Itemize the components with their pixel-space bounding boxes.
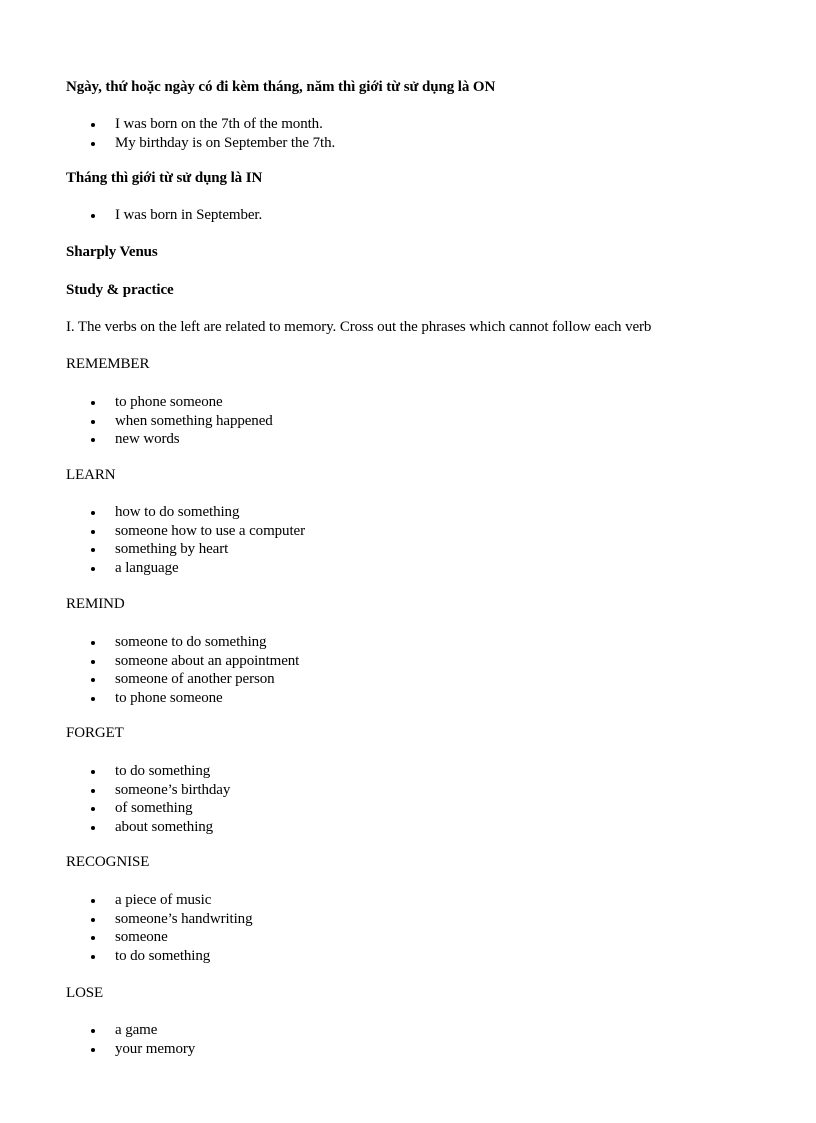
bullet-icon (91, 789, 95, 793)
list-item: someone about an appointment (88, 652, 299, 671)
on-examples-list (88, 115, 335, 152)
list-item: someone how to use a computer (88, 522, 305, 541)
list-item: someone of another person (88, 670, 299, 689)
bullet-icon (91, 770, 95, 774)
study-practice-heading: Study & practice (66, 282, 174, 298)
bullet-icon (91, 660, 95, 664)
in-examples-list (88, 206, 262, 225)
bullet-icon (91, 1048, 95, 1052)
list-item: new words (88, 430, 273, 449)
bullet-icon (91, 438, 95, 442)
bullet-icon (91, 214, 95, 218)
list-item: of something (88, 799, 230, 818)
list-item: to phone someone (88, 393, 273, 412)
bullet-icon (91, 918, 95, 922)
recognise-phrases (88, 891, 252, 965)
bullet-icon (91, 899, 95, 903)
list-item: your memory (88, 1040, 195, 1059)
list-item: a language (88, 559, 305, 578)
list-item: to do something (88, 947, 252, 966)
list-item: someone’s handwriting (88, 910, 252, 929)
learn-phrases (88, 503, 305, 577)
list-item: about something (88, 818, 230, 837)
bullet-icon (91, 678, 95, 682)
remind-phrases (88, 633, 299, 707)
verb-recognise: RECOGNISE (66, 854, 150, 870)
bullet-icon (91, 936, 95, 940)
bullet-icon (91, 641, 95, 645)
bullet-icon (91, 955, 95, 959)
verb-remind: REMIND (66, 596, 125, 612)
list-item: My birthday is on September the 7th. (88, 134, 335, 153)
list-item: when something happened (88, 412, 273, 431)
verb-learn: LEARN (66, 467, 116, 483)
list-item: to do something (88, 762, 230, 781)
verb-remember: REMEMBER (66, 356, 150, 372)
verb-forget: FORGET (66, 725, 124, 741)
bullet-icon (91, 567, 95, 571)
list-item: someone to do something (88, 633, 299, 652)
in-preposition-heading: Tháng thì giới từ sử dụng là IN (66, 170, 263, 186)
bullet-icon (91, 1029, 95, 1033)
list-item: I was born on the 7th of the month. (88, 115, 335, 134)
lose-phrases (88, 1021, 195, 1058)
exercise-instruction: I. The verbs on the left are related to memory. Cross out the phrases which cannot follow each verb (66, 319, 652, 335)
list-item: I was born in September. (88, 206, 262, 225)
bullet-icon (91, 697, 95, 701)
forget-phrases (88, 762, 230, 836)
bullet-icon (91, 420, 95, 424)
list-item: someone (88, 928, 252, 947)
bullet-icon (91, 511, 95, 515)
remember-phrases (88, 393, 273, 449)
on-preposition-heading: Ngày, thứ hoặc ngày có đi kèm tháng, năm thì giới từ sử dụng là ON (66, 79, 496, 95)
list-item: a game (88, 1021, 195, 1040)
bullet-icon (91, 530, 95, 534)
bullet-icon (91, 807, 95, 811)
bullet-icon (91, 548, 95, 552)
list-item: how to do something (88, 503, 305, 522)
bullet-icon (91, 826, 95, 830)
list-item: to phone someone (88, 689, 299, 708)
bullet-icon (91, 401, 95, 405)
bullet-icon (91, 142, 95, 146)
list-item: a piece of music (88, 891, 252, 910)
list-item: something by heart (88, 540, 305, 559)
verb-lose: LOSE (66, 985, 104, 1001)
list-item: someone’s birthday (88, 781, 230, 800)
author-heading: Sharply Venus (66, 244, 158, 260)
bullet-icon (91, 123, 95, 127)
